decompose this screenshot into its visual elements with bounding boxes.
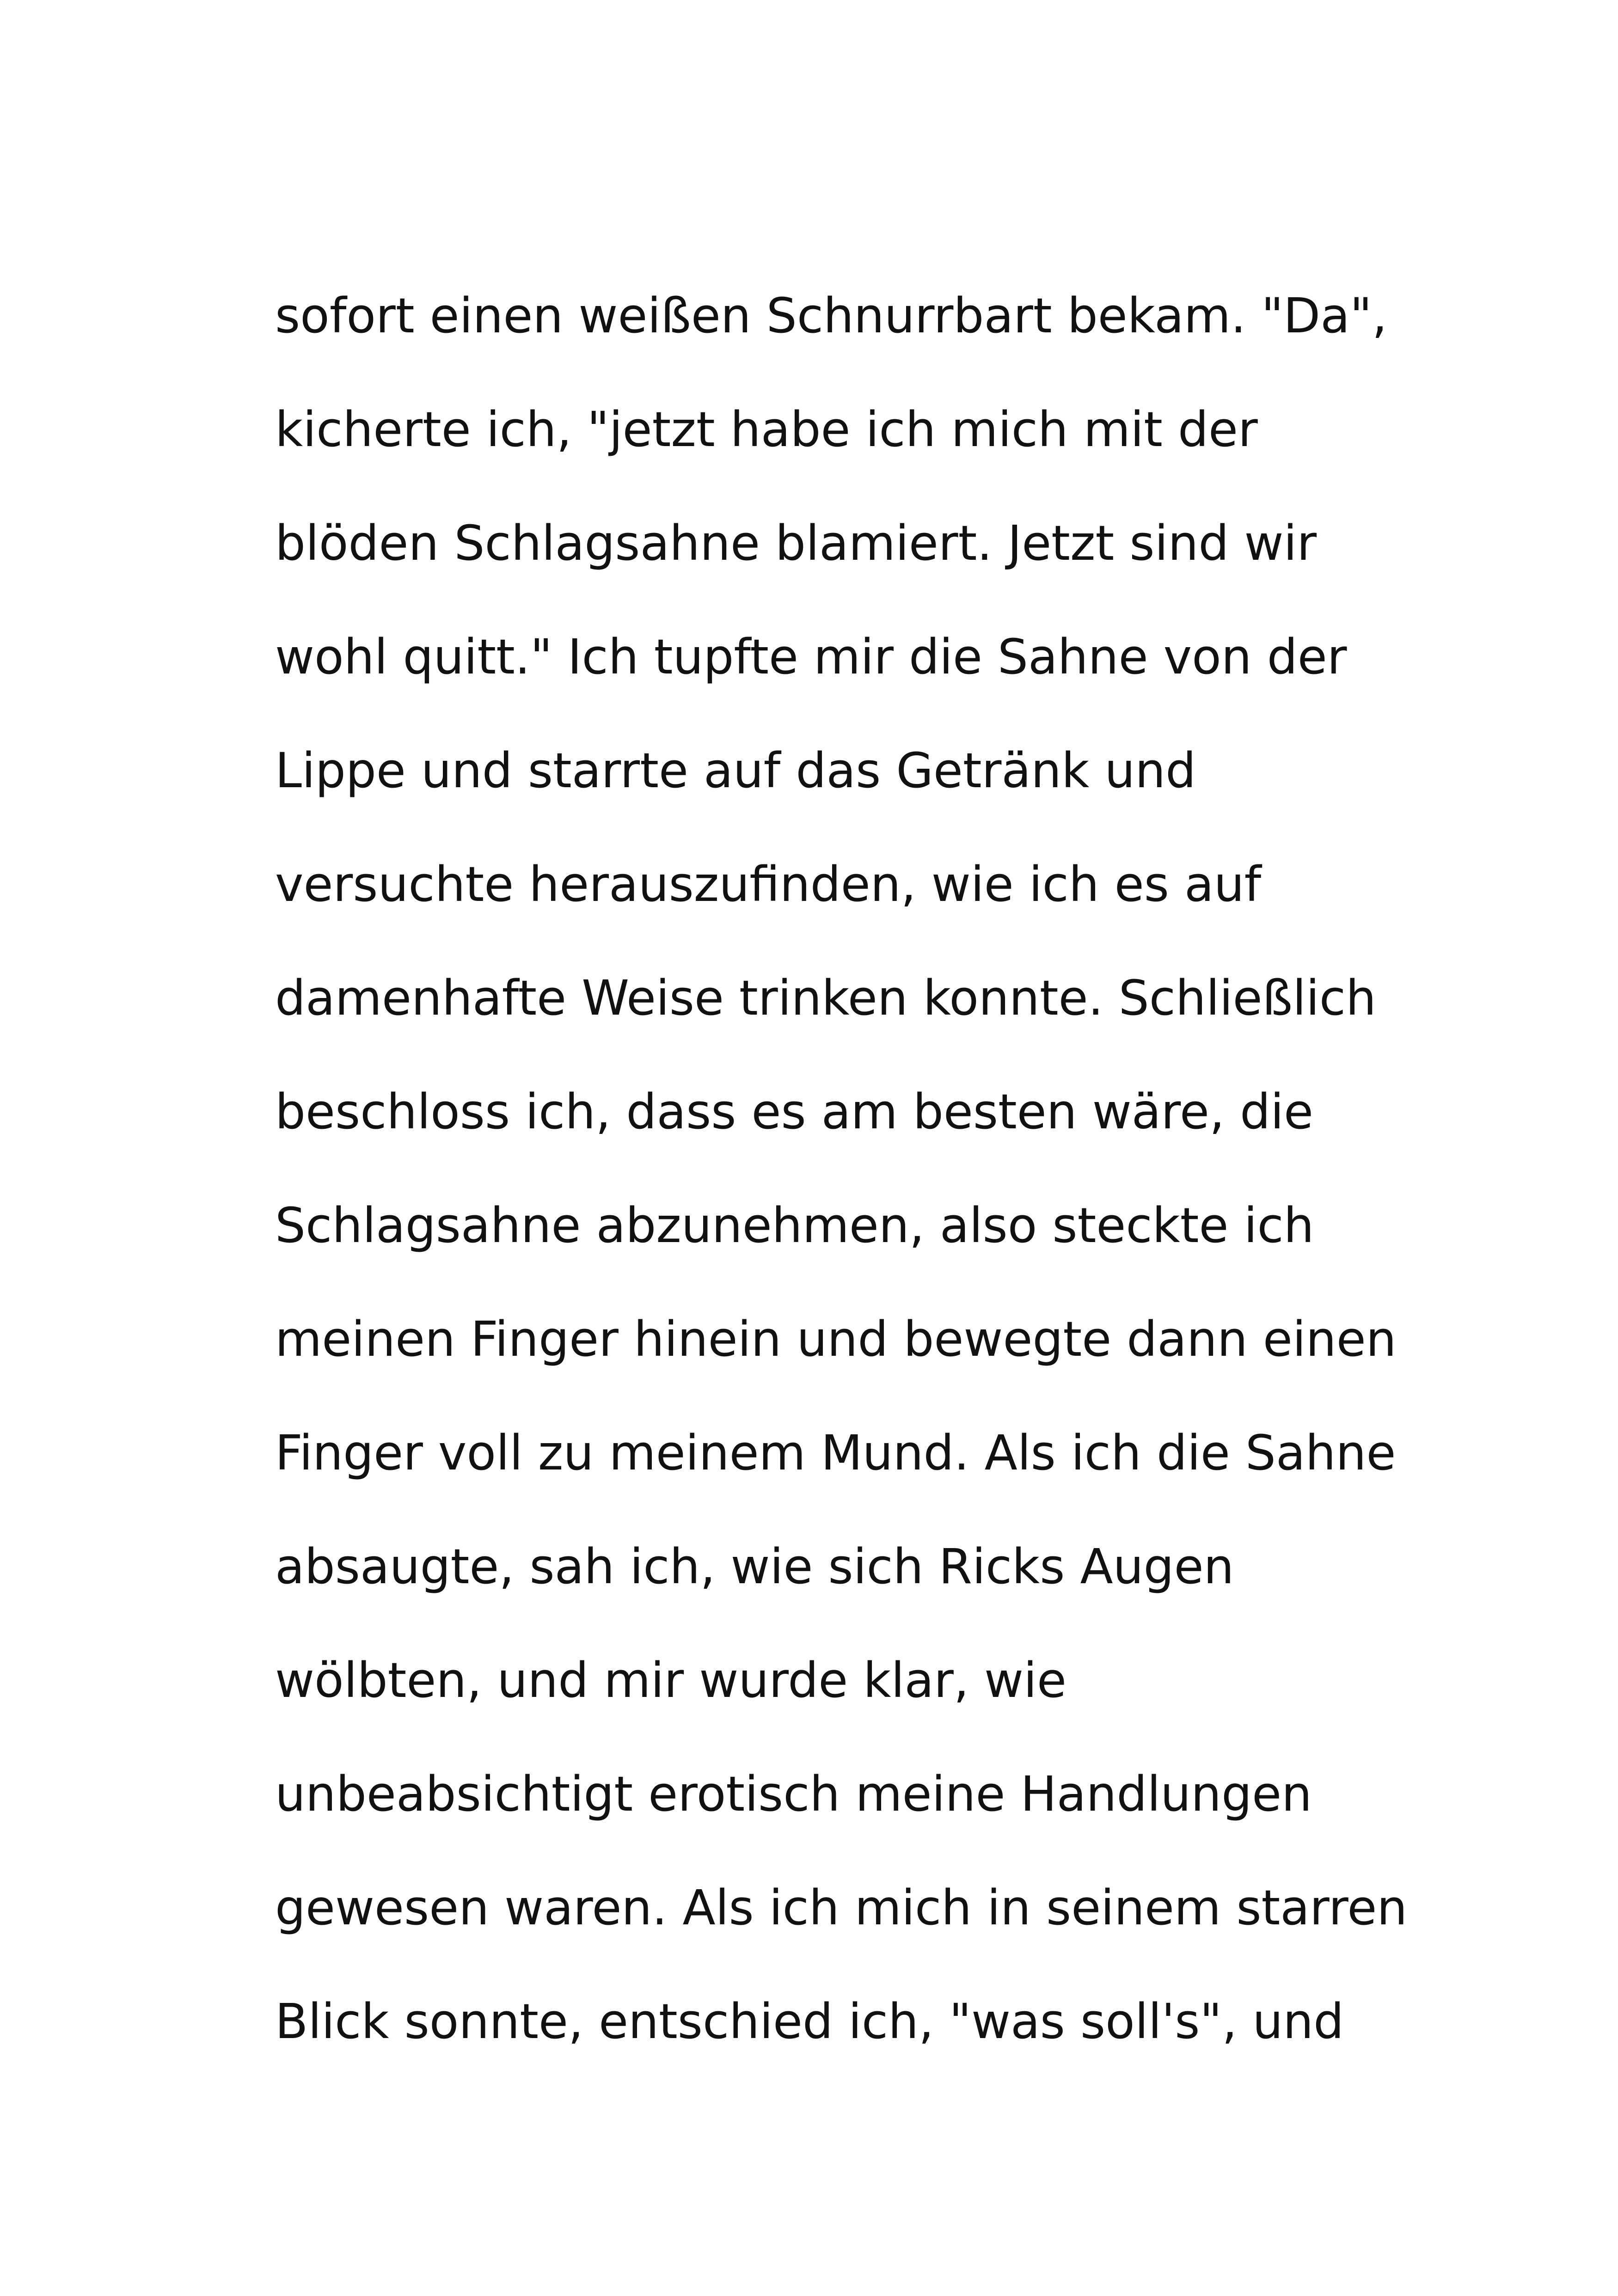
- text-line: versuchte herauszufinden, wie ich es auf: [275, 856, 1262, 912]
- text-line: absaugte, sah ich, wie sich Ricks Augen: [275, 1538, 1234, 1595]
- text-line: unbeabsichtigt erotisch meine Handlungen: [275, 1766, 1312, 1822]
- text-line: gewesen waren. Als ich mich in seinem starren: [275, 1880, 1408, 1936]
- text-line: wölbten, und mir wurde klar, wie: [275, 1652, 1066, 1708]
- text-line: Lippe und starrte auf das Getränk und: [275, 742, 1196, 799]
- body-text: [275, 259, 1431, 2078]
- text-line: blöden Schlagsahne blamiert. Jetzt sind wir: [275, 515, 1317, 571]
- text-line: kicherte ich, "jetzt habe ich mich mit der: [275, 401, 1258, 458]
- text-line: wohl quitt." Ich tupfte mir die Sahne von der: [275, 629, 1347, 685]
- text-line: damenhafte Weise trinken konnte. Schließlich: [275, 970, 1376, 1026]
- text-line: meinen Finger hinein und bewegte dann einen: [275, 1311, 1397, 1367]
- text-line: Schlagsahne abzunehmen, also steckte ich: [275, 1197, 1314, 1254]
- text-line: Finger voll zu meinem Mund. Als ich die Sahne: [275, 1425, 1396, 1481]
- text-line: sofort einen weißen Schnurrbart bekam. "Da",: [275, 288, 1387, 344]
- text-line: Blick sonnte, entschied ich, "was soll's", und: [275, 1993, 1344, 2050]
- text-line: beschloss ich, dass es am besten wäre, die: [275, 1084, 1314, 1140]
